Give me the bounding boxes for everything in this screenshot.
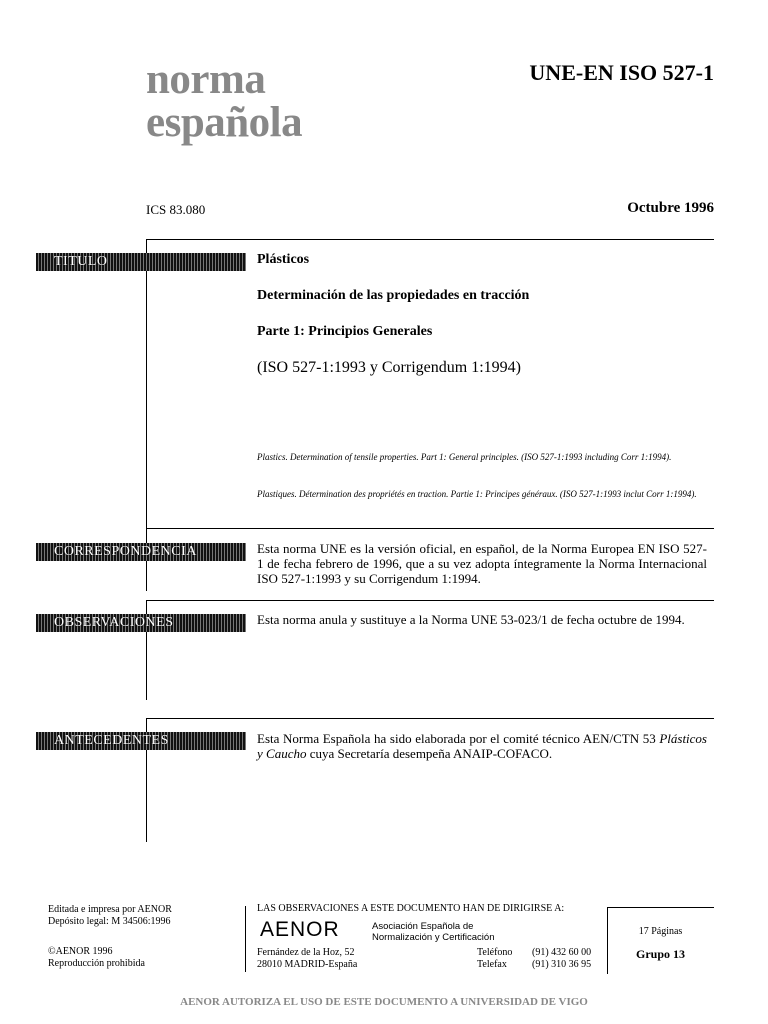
grupo: Grupo 13 xyxy=(635,947,685,961)
authorization-note: AENOR AUTORIZA EL USO DE ESTE DOCUMENTO A UNIVERSIDAD DE VIGO xyxy=(180,996,588,1008)
deposito-legal: Depósito legal: M 34506:1996 xyxy=(48,916,171,927)
english-title: Plastics. Determination of tensile properties. Part 1: General principles. (ISO 527-1:1993 including Corr 1:1994). xyxy=(257,452,672,462)
observaciones-text: Esta norma anula y sustituye a la Norma UNE 53-023/1 de fecha octubre de 1994. xyxy=(257,612,685,627)
title-line-1: Plásticos xyxy=(257,252,310,267)
contact-labels xyxy=(477,947,512,971)
title-line-3: Parte 1: Principios Generales xyxy=(257,324,433,339)
brand-title xyxy=(146,58,302,144)
antecedentes-text: Esta Norma Española ha sido elaborada por el comité técnico AEN/CTN 53 Plásticos y Caucho cuya Secretaría desempeña ANAIP-COFACO. xyxy=(257,731,707,761)
footer-rule xyxy=(245,906,246,972)
assoc-line-2: Normalización y Certificación xyxy=(372,932,495,943)
standard-code: UNE-EN ISO 527-1 xyxy=(529,60,714,85)
contact-values xyxy=(532,947,591,971)
observaciones-label: OBSERVACIONES xyxy=(36,614,246,632)
section-rule xyxy=(146,239,147,511)
publication-date: Octubre 1996 xyxy=(627,200,714,216)
correspondencia-text: Esta norma UNE es la versión oficial, en español, de la Norma Europea EN ISO 527-1 de fecha febrero de 1996, que a su vez adopta íntegramente la Norma Internacional ISO 527-1:1993 y su Corrigendum 1:1994. xyxy=(257,541,707,586)
telefono-value: (91) 432 60 00 xyxy=(532,947,592,958)
reproduccion: Reproducción prohibida xyxy=(48,958,145,969)
ics-code: ICS 83.080 xyxy=(146,202,206,217)
telefax-value: (91) 310 36 95 xyxy=(532,959,592,970)
aenor-association xyxy=(372,921,494,943)
edited-by: Editada e impresa por AENOR xyxy=(48,904,172,915)
address-line-2: 28010 MADRID-España xyxy=(257,959,358,970)
aenor-address xyxy=(257,947,357,971)
pages-box-left xyxy=(607,907,608,974)
assoc-line-1: Asociación Española de xyxy=(372,921,474,932)
section-divider xyxy=(146,528,714,529)
observaciones-heading: LAS OBSERVACIONES A ESTE DOCUMENTO HAN DE DIRIGIRSE A: xyxy=(257,903,565,914)
titulo-label: TITULO xyxy=(36,253,246,271)
telefono-label: Teléfono xyxy=(477,947,513,958)
title-line-4: (ISO 527-1:1993 y Corrigendum 1:1994) xyxy=(257,359,521,376)
french-title: Plastiques. Détermination des propriétés en traction. Partie 1: Principes généraux. (ISO 527-1:1993 inclut Corr 1:1994). xyxy=(257,489,697,499)
copyright: ©AENOR 1996 xyxy=(48,946,113,957)
footer-copyright xyxy=(48,946,145,970)
footer-publisher xyxy=(48,904,172,928)
aenor-logo: AENOR xyxy=(260,918,340,941)
pages-box-top xyxy=(607,907,714,908)
brand-line-2: española xyxy=(146,99,303,146)
section-divider xyxy=(146,718,714,719)
address-line-1: Fernández de la Hoz, 52 xyxy=(257,947,355,958)
section-divider xyxy=(146,239,714,240)
brand-line-1: norma xyxy=(146,56,266,103)
section-divider xyxy=(146,600,714,601)
antecedentes-label: ANTECEDENTES xyxy=(36,732,246,750)
title-line-2: Determinación de las propiedades en tracción xyxy=(257,288,530,303)
correspondencia-label: CORRESPONDENCIA xyxy=(36,543,246,561)
page-count: 17 Páginas xyxy=(638,926,683,937)
telefax-label: Telefax xyxy=(477,959,507,970)
